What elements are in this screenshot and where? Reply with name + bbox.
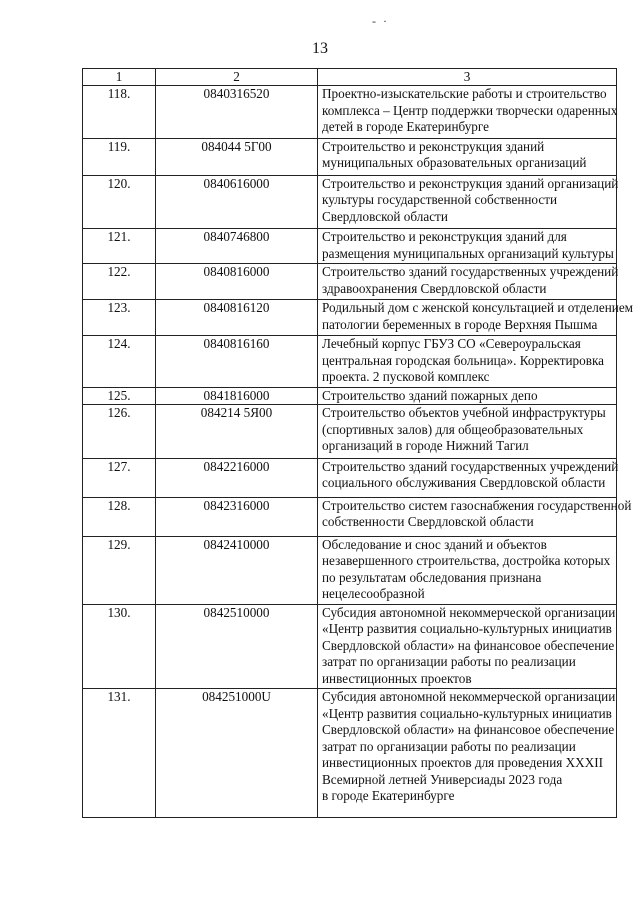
description-line: (спортивных залов) для общеобразовательных [322, 421, 584, 437]
budget-table [82, 68, 634, 818]
row-description [318, 458, 617, 497]
description-line: патологии беременных в городе Верхняя Пышма [322, 316, 598, 332]
row-code: 0841816000 [156, 387, 318, 405]
table-row [83, 300, 617, 336]
table-row [83, 264, 617, 300]
row-code: 0842316000 [156, 497, 318, 536]
description-line: Проектно-изыскательские работы и строительство [322, 86, 607, 101]
description-line: Свердловской области» на финансовое обеспечение [322, 637, 615, 653]
table-body [83, 86, 634, 818]
description-line: Строительство зданий пожарных депо [322, 387, 538, 403]
table-row [83, 536, 617, 604]
description-line: затрат по организации работы по реализации [322, 654, 576, 669]
row-number: 120. [83, 175, 156, 229]
row-code: 0842510000 [156, 604, 318, 689]
table-row [83, 138, 617, 175]
row-description [318, 138, 617, 175]
row-number: 123. [83, 300, 156, 336]
row-number: 118. [83, 86, 156, 139]
row-description [318, 264, 617, 300]
description-line: Родильный дом с женской консультацией и отделением [322, 300, 634, 315]
row-description [318, 497, 632, 536]
description-line: Лечебный корпус ГБУЗ СО «Североуральская [322, 336, 581, 351]
row-code: 0840816000 [156, 264, 318, 300]
row-description [318, 689, 617, 818]
description-line: незавершенного строительства, достройка которых [322, 553, 611, 568]
description-line: «Центр развития социально-культурных инициатив [322, 621, 612, 636]
row-code: 084251000U [156, 689, 318, 818]
row-code: 0840746800 [156, 229, 318, 264]
description-line: размещения муниципальных организаций культуры [322, 245, 614, 261]
description-line: центральная городская больница». Корректировка [322, 352, 605, 368]
table-row [83, 336, 617, 388]
description-line: Строительство зданий государственных учреждений [322, 458, 619, 474]
description-line: Свердловской области» на финансовое обеспечение [322, 722, 615, 737]
row-description [318, 536, 617, 604]
description-line: Субсидия автономной некоммерческой организации [322, 604, 616, 620]
table-row [83, 387, 617, 405]
row-number: 125. [83, 387, 156, 405]
description-line: Строительство систем газоснабжения государственной [322, 497, 632, 513]
description-line: социального обслуживания Свердловской области [322, 475, 606, 490]
table-row [83, 405, 617, 459]
row-number: 119. [83, 138, 156, 175]
description-line: Строительство зданий государственных учреждений [322, 264, 619, 279]
table-row [83, 229, 617, 264]
description-line: проекта. 2 пусковой комплекс [322, 369, 490, 384]
description-line: культуры государственной собственности [322, 192, 558, 207]
row-number: 131. [83, 689, 156, 818]
column-header-3: 3 [318, 69, 617, 86]
row-description [318, 175, 617, 229]
row-number: 126. [83, 405, 156, 459]
row-number: 121. [83, 229, 156, 264]
description-line: Субсидия автономной некоммерческой организации [322, 689, 616, 704]
row-number: 129. [83, 536, 156, 604]
description-line: нецелесообразной [322, 586, 425, 601]
row-number: 128. [83, 497, 156, 536]
table-header-row [83, 69, 617, 86]
table-row [83, 175, 617, 229]
description-line: Строительство и реконструкция зданий [322, 138, 545, 154]
row-code: 0840616000 [156, 175, 318, 229]
description-line: здравоохранения Свердловской области [322, 280, 547, 296]
description-line: Строительство и реконструкция зданий для [322, 229, 567, 244]
description-line: Строительство и реконструкция зданий организаций [322, 175, 619, 191]
top-mark: - · [372, 14, 389, 28]
description-line: Строительство объектов учебной инфраструктуры [322, 405, 606, 420]
row-description [318, 604, 617, 689]
row-code: 0840816120 [156, 300, 318, 336]
table-row [83, 497, 617, 536]
row-description [318, 86, 617, 139]
row-number: 127. [83, 458, 156, 497]
row-code: 0840816160 [156, 336, 318, 388]
description-line: Всемирной летней Универсиады 2023 года [322, 771, 563, 787]
description-line: инвестиционных проектов для проведения XXXII [322, 755, 604, 770]
table-row [83, 689, 617, 818]
description-line: организаций в городе Нижний Тагил [322, 438, 529, 453]
column-header-2: 2 [156, 69, 318, 86]
row-description [318, 300, 634, 336]
column-header-1: 1 [83, 69, 156, 86]
row-description [318, 405, 617, 459]
table-row [83, 604, 617, 689]
description-line: инвестиционных проектов [322, 670, 472, 686]
description-line: Обследование и снос зданий и объектов [322, 536, 547, 552]
row-description [318, 336, 617, 388]
page-number: 13 [312, 40, 328, 57]
description-line: Свердловской области [322, 208, 448, 224]
description-line: муниципальных образовательных организаций [322, 155, 587, 170]
row-description [318, 229, 617, 264]
table-row [83, 86, 617, 139]
description-line: комплекса – Центр поддержки творчески одаренных [322, 102, 618, 118]
description-line: собственности Свердловской области [322, 514, 534, 529]
row-description [318, 387, 617, 405]
row-code: 084214 5Я00 [156, 405, 318, 459]
row-code: 084044 5Г00 [156, 138, 318, 175]
table-row [83, 458, 617, 497]
row-number: 124. [83, 336, 156, 388]
description-line: затрат по организации работы по реализации [322, 738, 576, 754]
row-number: 130. [83, 604, 156, 689]
row-code: 0842410000 [156, 536, 318, 604]
description-line: по результатам обследования признана [322, 569, 542, 585]
description-line: детей в городе Екатеринбурге [322, 119, 489, 134]
description-line: в городе Екатеринбурге [322, 788, 455, 803]
row-code: 0840316520 [156, 86, 318, 139]
row-number: 122. [83, 264, 156, 300]
description-line: «Центр развития социально-культурных инициатив [322, 705, 612, 721]
row-code: 0842216000 [156, 458, 318, 497]
